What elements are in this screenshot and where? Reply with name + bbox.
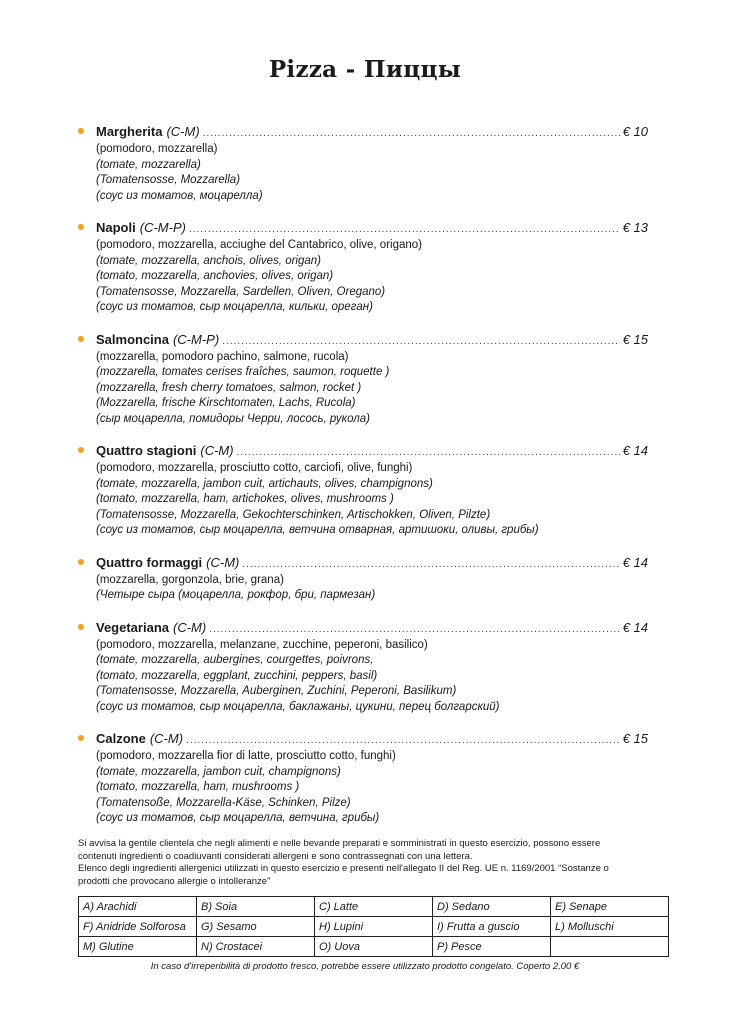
item-price: € 10 [622,124,648,139]
table-cell: D) Sedano [433,897,551,917]
menu-item-napoli [78,220,648,316]
footer-note: In caso d'irreperibilità di prodotto fresco, potrebbe essere utilizzato prodotto congelato. Coperto 2,00 € [150,961,580,972]
leader-dots [209,622,619,638]
menu-item-margherita [78,124,648,204]
table-cell: B) Soia [197,897,315,917]
item-translation: (mozzarella, tomates cerises fraîches, saumon, roquette ) [96,366,390,378]
notice-line: contenuti ingredienti o coadiuvanti considerati allergeni e sono contrassegnati con una lettera. [78,850,473,862]
leader-dots [203,126,620,142]
item-description: (pomodoro, mozzarella) [96,143,218,155]
item-translation: (Tomatensosse, Mozzarella, Sardellen, Oliven, Oregano) [96,285,386,298]
notice-line: Elenco degli ingredienti allergenici utilizzati in questo esercizio e presenti nell'allegato II del Reg. UE n. 1169/2001 “Sostanze o [78,863,609,874]
item-translation: (tomate, mozzarella, aubergines, courgettes, poivrons, [96,654,374,666]
item-name: Calzone [96,731,146,746]
menu-item-salmoncina [78,332,648,428]
leader-dots [189,222,620,238]
item-translation: (tomato, mozzarella, ham, mushrooms ) [96,781,300,793]
item-translation: (tomate, mozzarella, anchois, olives, origan) [96,254,321,267]
item-translation: (соус из томатов, сыр моцарелла, кильки, орегaн) [96,301,373,313]
leader-dots [186,733,620,749]
bullet-icon [78,559,84,565]
item-price: € 14 [622,554,648,570]
item-translation: (tomate, mozzarella) [96,158,201,171]
item-price: € 13 [622,220,648,235]
item-price: € 14 [622,443,648,458]
menu-item-quattro-formaggi [78,555,648,604]
item-translation: (сыр моцарелла, помидоры Черри, лосось, рукола) [96,412,370,425]
table-cell: F) Anidride Solforosa [79,917,197,937]
item-translation: (Mozzarella, frische Kirschtomaten, Lachs, Rucola) [96,397,356,409]
item-name: Quattro formaggi [96,554,203,570]
table-cell: H) Lupini [315,917,433,937]
item-translation: (Четыре сыра (моцарелла, рокфор, бри, пармезан) [96,589,376,601]
item-allergens: (C-M) [200,443,234,458]
pizza-menu [78,124,648,843]
item-description: (mozzarella, gorgonzola, brie, grana) [96,573,284,586]
table-cell: O) Uova [315,937,433,957]
item-name: Salmoncina [96,331,169,347]
bullet-icon [78,735,84,741]
table-cell: I) Frutta a guscio [433,917,551,937]
item-translation: (соус из томатов, сыр моцарелла, баклажаны, цукини, перец болгарский) [96,700,500,713]
item-translation: (mozzarella, fresh cherry tomatoes, salmon, rocket ) [96,381,362,394]
leader-dots [222,334,620,350]
menu-item-quattro-stagioni [78,443,648,539]
table-cell: G) Sesamo [197,917,315,937]
item-translation: (Tomatensosse, Mozzarella) [96,174,241,186]
item-price: € 15 [622,331,648,347]
item-translation: (соус из томатов, моцарелла) [96,189,263,202]
leader-dots [237,445,620,461]
table-row [79,897,669,917]
table-cell: E) Senape [551,897,669,917]
item-translation: (Tomatensoße, Mozzarella-Käse, Schinken, Pilze) [96,796,351,809]
item-translation: (соус из томатов, сыр моцарелла, ветчина, грибы) [96,812,380,824]
item-allergens: (C-M) [166,124,200,139]
item-translation: (Tomatensosse, Mozzarella, Auberginen, Zuchini, Peperoni, Basilikum) [96,685,457,697]
bullet-icon [78,624,84,630]
table-cell: L) Molluschi [551,917,669,937]
table-cell: P) Pesce [433,937,551,957]
item-description: (pomodoro, mozzarella, prosciutto cotto, carciofi, olive, funghi) [96,462,413,474]
menu-item-vegetariana [78,620,648,716]
item-description: (pomodoro, mozzarella, melanzane, zucchine, peperoni, basilico) [96,638,428,651]
item-description: (pomodoro, mozzarella, acciughe del Cantabrico, olive, origano) [96,239,423,251]
bullet-icon [78,128,84,134]
table-cell: N) Crostacei [197,937,315,957]
item-allergens: (C-M) [173,619,207,635]
allergen-table [78,896,669,957]
item-translation: (tomate, mozzarella, jambon cuit, champignons) [96,765,341,778]
item-description: (pomodoro, mozzarella fior di latte, prosciutto cotto, funghi) [96,750,396,762]
item-allergens: (C-M) [206,554,240,570]
item-allergens: (C-M) [149,731,184,746]
item-description: (mozzarella, pomodoro pachino, salmone, rucola) [96,350,349,363]
item-allergens: (C-M-P) [139,220,186,235]
table-cell: M) Glutine [79,937,197,957]
menu-item-calzone [78,731,648,827]
bullet-icon [78,224,84,230]
item-name: Quattro stagioni [96,443,197,458]
leader-dots [242,557,619,573]
item-name: Napoli [96,220,136,235]
page-title: Pizza - Пиццы [268,56,462,83]
table-row [79,917,669,937]
item-translation: (Tomatensosse, Mozzarella, Gekochterschinken, Artischokken, Oliven, Pilzte) [96,508,491,521]
notice-line: prodotti che provocano allergie o intolleranze” [78,875,271,887]
item-allergens: (C-M-P) [172,331,220,347]
bullet-icon [78,447,84,453]
bullet-icon [78,336,84,342]
item-price: € 15 [622,731,648,746]
item-translation: (tomato, mozzarella, eggplant, zucchini, peppers, basil) [96,669,378,682]
item-name: Vegetariana [96,619,169,635]
item-translation: (tomato, mozzarella, anchovies, olives, origan) [96,270,334,282]
allergen-notice [78,838,678,888]
table-row [79,937,669,957]
notice-line: Si avvisa la gentile clientela che negli alimenti e nelle bevande preparati e somministrati in questo esercizio, possono essere [78,838,601,849]
item-translation: (tomato, mozzarella, ham, artichokes, olives, mushrooms ) [96,493,394,505]
item-translation: (tomate, mozzarella, jambon cuit, artichauts, olives, champignons) [96,477,433,490]
item-price: € 14 [622,619,648,635]
table-cell: A) Arachidi [79,897,197,917]
item-name: Margherita [96,124,163,139]
table-cell [551,937,669,957]
item-translation: (соус из томатов, сыр моцарелла, ветчина отварная, артишоки, оливы, грибы) [96,524,539,536]
table-cell: C) Latte [315,897,433,917]
